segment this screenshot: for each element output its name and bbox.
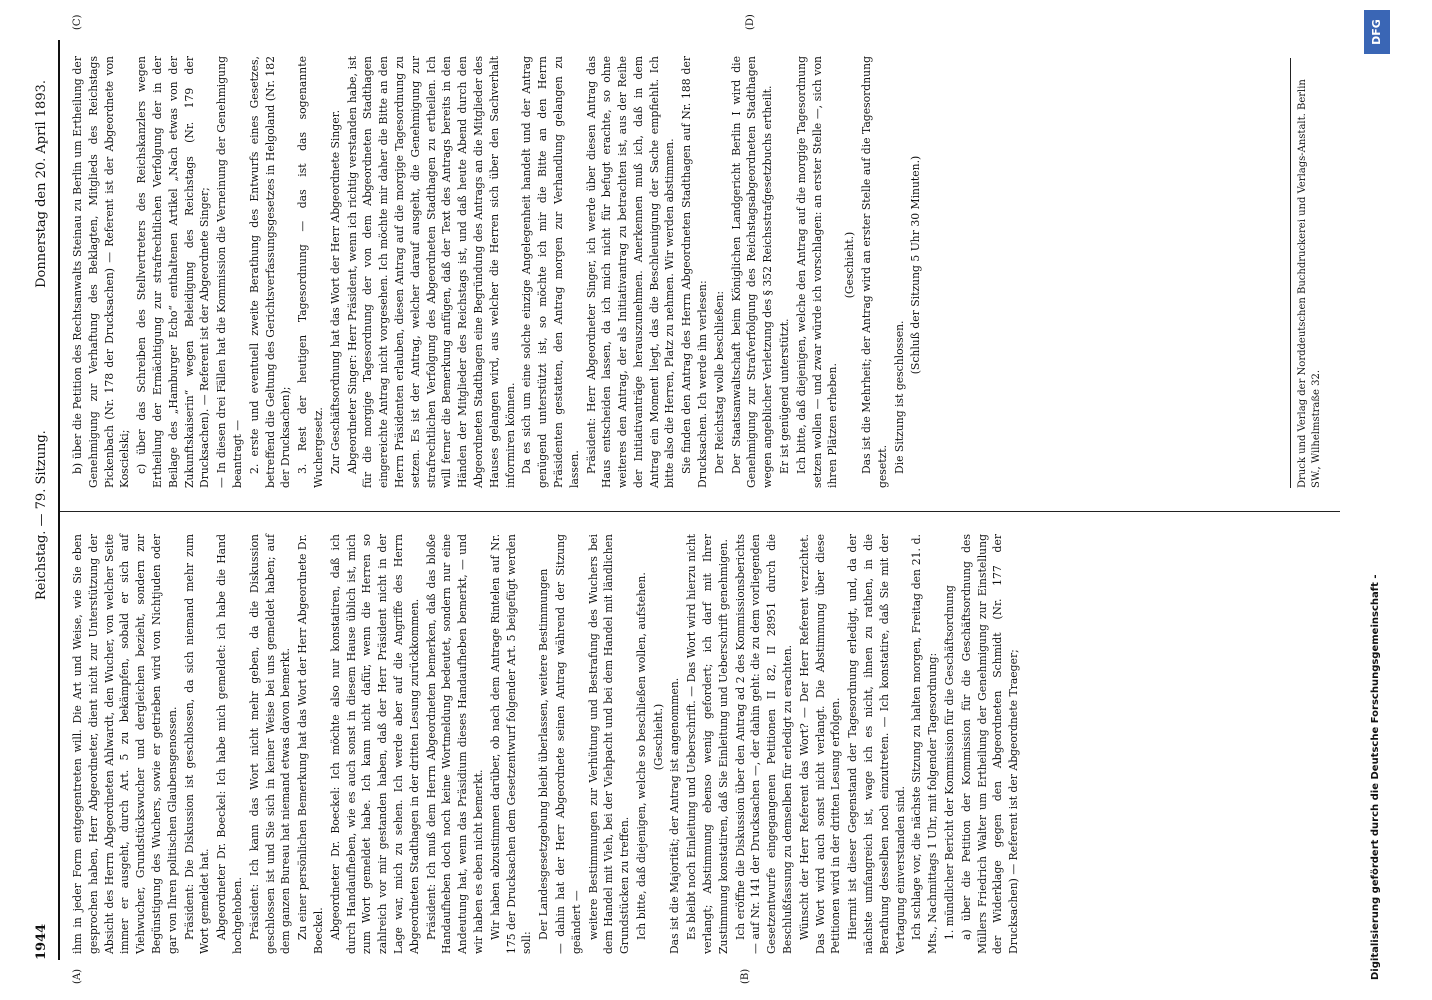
paragraph: Der Landesgesetzgebung bleibt überlassen, weitere Bestimmungen [537,568,551,940]
paragraph: Sie finden den Antrag des Herrn Abgeordneten Stadthagen auf Nr. 188 der Drucksachen. Ich werde ihn verlesen: [680,56,710,488]
paragraph: Wir haben abzustimmen darüber, ob nach dem Antrage Rintelen auf Nr. 175 der Drucksachen dem Gesetzentwurf folgender Art. 5 beigefügt werden soll: [488,534,534,954]
paragraph: weitere Bestimmungen zur Verhütung und Bestrafung des Wuchers bei dem Handel mit Vieh, bei der Viehpacht und bei dem Handel mit ländlichen Grundstücken zu treffen. [586,534,632,954]
paragraph: Das ist die Mehrheit; der Antrag wird an erster Stelle auf die Tagesordnung gesetzt. [860,56,889,488]
paragraph: (Geschieht.) [651,703,665,771]
paragraph: Ich schlage vor, die nächste Sitzung zu halten morgen, Freitag den 21. d. Mts., Nachmittags 1 Uhr, mit folgender Tagesordnung: [910,534,940,954]
digitization-note: Digitalisierung gefördert durch die Deutsche Forschungsgemeinschaft - [1370,574,1381,980]
left-column [70,534,1300,954]
paragraph: 1. mündlicher Bericht der Kommission für die Geschäftsordnung [943,585,957,940]
right-column [70,56,1300,488]
paragraph: Wünscht der Herr Referent das Wort? — Der Herr Referent verzichtet. Das Wort wird auch sonst nicht verlangt. Die Abstimmung über diese Petitionen wird in der dritten Lesung erfolgen. [797,534,843,954]
paragraph: Es bleibt noch Einleitung und Ueberschrift. — Das Wort wird hierzu nicht verlangt; Abstimmung ebenso wenig gefordert; ich darf mit Ihrer Zustimmung konstatiren, daß Sie Einleitung und Ueberschrift genehmigen. [685,534,730,954]
paragraph: Präsident: Herr Abgeordneter Singer, ich werde über diesen Antrag das Haus entscheiden lassen, da ich mich nicht für befugt erachte, so ohne weiteres den Antrag, der als Initiativantrag zu betrachten ist, aus der Reihe der Initiativanträge herauszunehmen. Anerkennen muß ich, daß in dem Antrag ein Moment liegt, das die Beschleunigung der Sache empfiehlt. Ich bitte also die Herren, Platz zu nehmen. Wir werden abstimmen. [584,56,677,488]
paragraph: Die Sitzung ist geschlossen. [892,320,906,474]
paragraph: Abgeordneter Dr. Boeckel: Ich habe mich gemeldet: ich habe die Hand hochgehoben. [215,534,244,954]
header-date: Donnerstag den 20. April 1893. [34,80,49,288]
margin-marker-d: (D) [745,14,756,30]
digitization-sidebar [1360,0,1400,980]
footer-rule [1290,58,1291,488]
paragraph: Präsident: Ich muß dem Herrn Abgeordneten bemerken, daß das bloße Handaufheben doch noch keine Wortmeldung bedeutet, sondern nur eine Andeutung hat, wenn das Präsidium dieses Handaufheben bemerkt, — und wir haben es eben nicht bemerkt. [424,534,485,954]
paragraph: Abgeordneter Singer: Herr Präsident, wenn ich richtig verstanden habe, ist für die morgige Tagesordnung der von dem Abgeordneten Stadthagen eingereichte Antrag nicht vorgesehen. Ich möchte mir daher die Bitte an den Herrn Präsidenten erlauben, diesen Antrag auf die morgige Tagesordnung zu setzen. Es ist der Antrag, welcher darauf ausgeht, die Genehmigung zur strafrechtlichen Verfolgung des Abgeordneten Stadthagen zu ertheilen. Ich will ferner die Bemerkung anfügen, daß der Text des Antrags bereits in den Händen der Mitglieder des Reichstags ist, und daß heute Abend durch den Abgeordneten Stadthagen eine Begründung des Antrags an die Mitglieder des Hauses gelangen wird, aus welcher die Herren sich über den Sachverhalt informiren können. [345,56,517,488]
margin-marker-c: (C) [72,14,83,30]
page-header [30,40,60,960]
paragraph: 2. erste und eventuell zweite Berathung des Entwurfs eines Gesetzes, betreffend die Geltung des Gerichtsverfassungsgesetzes in Helgoland (Nr. 182 der Drucksachen); [247,56,293,488]
paragraph: Der Staatsanwaltschaft beim Königlichen Landgericht Berlin I wird die Genehmigung zur Strafverfolgung des Reichstagsabgeordneten Stadthagen wegen angeblicher Verletzung des § 352 Reichsstrafgesetzbuchs ertheilt. [729,56,775,488]
header-title: Reichstag. — 79. Sitzung. [34,430,49,600]
paragraph: Ich bitte, daß diejenigen, welche so beschließen wollen, aufstehen. [634,572,648,940]
margin-marker-b: (B) [740,968,751,984]
paragraph: b) über die Petition des Rechtsanwalts Steinau zu Berlin um Ertheilung der Genehmigung zur Verhaftung des Beklagten, Mitglieds des Reichstags Pickenbach (Nr. 178 der Drucksachen) — Referent ist der Abgeordnete von Koscielski; [71,56,132,488]
paragraph: Abgeordneter Dr. Boeckel: Ich möchte also nur konstatiren, daß ich durch Handaufheben, wie es auch sonst in diesem Hause üblich ist, mich zum Wort gemeldet habe. Ich kann nicht dafür, wenn die Herren so zahlreich vor mir gestanden haben, daß der Herr Präsident nicht in der Lage war, mich zu sehen. Ich werde aber auf die Angriffe des Herrn Abgeordneten Stadthagen in der dritten Lesung zurückkommen. [328,534,421,954]
paragraph: Präsident: Die Diskussion ist geschlossen, da sich niemand mehr zum Wort gemeldet hat. [182,534,212,954]
paragraph: Präsident: Ich kann das Wort nicht mehr geben, da die Diskussion geschlossen ist und Sie sich in keiner Weise bei uns gemeldet haben; auf dem ganzen Bureau hat niemand etwas davon bemerkt. [247,534,293,954]
paragraph: Der Reichstag wolle beschließen: [712,290,726,474]
paragraph: ihm in jeder Form entgegentreten will. Die Art und Weise, wie Sie eben gesprochen haben, Herr Abgeordneter, dient nicht zur Unterstützung der Absicht des Herrn Abgeordneten Ahlwardt, den Wucher, von welcher Seite immer er ausgeht, durch Art. 5 zu bekämpfen, sobald er sich auf Viehwucher, Grundstückswucher und dergleichen bezieht, sondern zur Begünstigung des Wuchers, sowie er getrieben wird von Nichtjuden oder gar von Ihren politischen Glaubensgenossen. [71,534,179,954]
paragraph: (Geschieht.) [843,231,857,299]
paragraph: — dahin hat der Herr Abgeordnete seinen Antrag während der Sitzung geändert — [553,534,583,954]
paragraph: Hiermit ist dieser Gegenstand der Tagesordnung erledigt, und, da der nächste umfangreich ist, wage ich es nicht, ihnen zu rathen, in die Berathung desselben noch einzutreten. — Ich konstatire, daß Sie mit der Vertagung einverstanden sind. [846,534,907,954]
dfg-logo: DFG [1364,10,1390,54]
column-divider [60,511,1340,512]
paragraph: Ich eröffne die Diskussion über den Antrag ad 2 des Kommissionsberichts — auf Nr. 141 der Drucksachen —, der dahin geht: die zu dem vorliegenden Gesetzentwurfe eingegangenen Petitionen II 82, II 28951 durch die Beschlußfassung zu demselben für erledigt zu erachten. [733,534,795,954]
margin-marker-a: (A) [72,968,83,984]
paragraph: Zur Geschäftsordnung hat das Wort der Herr Abgeordnete Singer. [328,109,342,474]
paragraph: c) über das Schreiben des Stellvertreters des Reichskanzlers wegen Ertheilung der Ermächtigung zur strafrechtlichen Verfolgung der in der Beilage des „Hamburger Echo“ enthaltenen Artikel „Nach etwas von der Zukunftskaiserin“ wegen Beleidigung des Reichstags (Nr. 179 der Drucksachen). — Referent ist der Abgeordnete Singer; [135,56,212,488]
paragraph: Das ist die Majorität; der Antrag ist angenommen. [668,677,682,954]
paragraph: Zu einer persönlichen Bemerkung hat das Wort der Herr Abgeordnete Dr. Boeckel. [296,534,325,954]
printer-imprint: Druck und Verlag der Norddeutschen Buchdruckerei und Verlags-Anstalt. Berlin SW., Wilhelmstraße 32. [1297,79,1322,488]
paragraph: 3. Rest der heutigen Tagesordnung — das ist das sogenannte Wuchergesetz. [296,56,325,488]
paragraph: Da es sich um eine solche einzige Angelegenheit handelt und der Antrag genügend unterstützt ist, so möchte ich mir die Bitte an den Herrn Präsidenten gestatten, den Antrag morgen zur Verhandlung gelangen zu lassen. [520,56,581,488]
paragraph: Ich bitte, daß diejenigen, welche den Antrag auf die morgige Tagesordnung setzen wollen — und zwar würde ich vorschlagen: an erster Stelle —, sich von ihren Plätzen erheben. [794,56,840,488]
paragraph: — In diesen drei Fällen hat die Kommission die Verneinung der Genehmigung beantragt — [215,56,244,488]
page-number: 1944 [34,923,49,960]
paragraph: a) über die Petition der Kommission für die Geschäftsordnung des Müllers Friedrich Walter um Ertheilung der Genehmigung zur Einstellung der Widerklage gegen den Abgeordneten Schmidt (Nr. 177 der Drucksachen) — Referent ist der Abgeordnete Traeger; [959,534,1021,954]
paragraph: Er ist genügend unterstützt. [778,318,792,474]
paragraph: (Schluß der Sitzung 5 Uhr 30 Minuten.) [909,155,923,375]
